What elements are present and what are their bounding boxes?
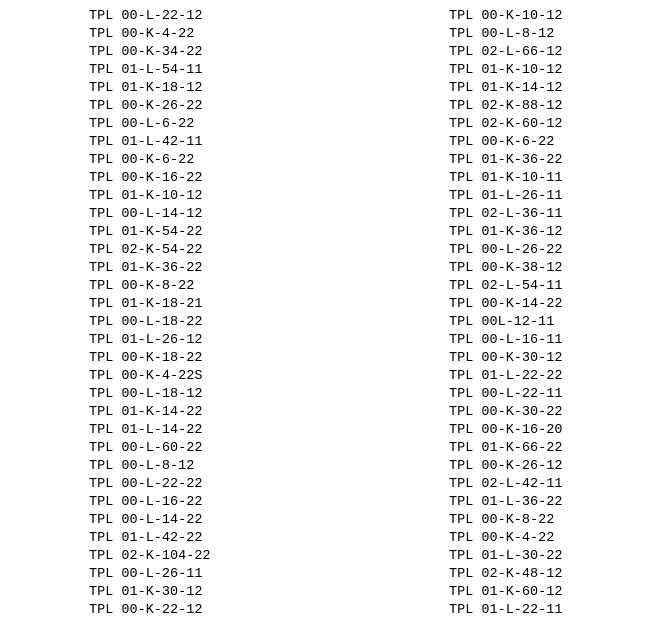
- tpl-entry: TPL 02-L-54-11: [449, 279, 563, 294]
- tpl-entry: TPL 01-K-10-11: [449, 171, 563, 186]
- tpl-entry: TPL 00-L-26-22: [449, 243, 563, 258]
- tpl-list-left-column: [89, 8, 211, 620]
- tpl-entry: TPL 01-K-36-22: [449, 153, 563, 168]
- tpl-entry: TPL 00-K-4-22: [449, 531, 555, 546]
- tpl-entry: TPL 01-K-54-22: [89, 225, 203, 240]
- tpl-entry: TPL 00-L-22-11: [449, 387, 563, 402]
- tpl-entry: TPL 00-L-8-12: [449, 27, 555, 42]
- tpl-entry: TPL 01-L-30-22: [449, 549, 563, 564]
- tpl-entry: TPL 02-K-88-12: [449, 99, 563, 114]
- tpl-entry: TPL 01-L-22-11: [449, 603, 563, 618]
- tpl-entry: TPL 01-K-60-12: [449, 585, 563, 600]
- tpl-entry: TPL 01-L-42-22: [89, 531, 203, 546]
- tpl-entry: TPL 00-K-26-22: [89, 99, 203, 114]
- tpl-entry: TPL 02-K-54-22: [89, 243, 203, 258]
- tpl-entry: TPL 01-K-36-22: [89, 261, 203, 276]
- tpl-entry: TPL 00-K-16-22: [89, 171, 203, 186]
- tpl-entry: TPL 00-L-26-11: [89, 567, 203, 582]
- tpl-entry: TPL 00-K-16-20: [449, 423, 563, 438]
- tpl-entry: TPL 01-L-14-22: [89, 423, 203, 438]
- tpl-entry: TPL 00-K-8-22: [89, 279, 195, 294]
- tpl-entry: TPL 01-L-54-11: [89, 63, 203, 78]
- tpl-entry: TPL 01-K-14-22: [89, 405, 203, 420]
- tpl-entry: TPL 02-L-66-12: [449, 45, 563, 60]
- tpl-entry: TPL 00-L-16-11: [449, 333, 563, 348]
- tpl-entry: TPL 00-L-14-22: [89, 513, 203, 528]
- tpl-entry: TPL 01-L-26-11: [449, 189, 563, 204]
- tpl-entry: TPL 02-K-48-12: [449, 567, 563, 582]
- tpl-entry: TPL 00-K-18-22: [89, 351, 203, 366]
- tpl-entry: TPL 00-K-6-22: [449, 135, 555, 150]
- tpl-entry: TPL 02-L-42-11: [449, 477, 563, 492]
- tpl-entry: TPL 01-K-30-12: [89, 585, 203, 600]
- tpl-entry: TPL 00-L-22-22: [89, 477, 203, 492]
- tpl-entry: TPL 01-L-26-12: [89, 333, 203, 348]
- tpl-entry: TPL 01-K-10-12: [89, 189, 203, 204]
- tpl-entry: TPL 00-K-4-22: [89, 27, 195, 42]
- tpl-entry: TPL 02-K-60-12: [449, 117, 563, 132]
- tpl-entry: TPL 02-L-36-11: [449, 207, 563, 222]
- tpl-entry: TPL 00-K-10-12: [449, 9, 563, 24]
- tpl-entry: TPL 00-L-14-12: [89, 207, 203, 222]
- tpl-entry: TPL 00-K-6-22: [89, 153, 195, 168]
- tpl-entry: TPL 00-L-60-22: [89, 441, 203, 456]
- tpl-entry: TPL 01-L-22-22: [449, 369, 563, 384]
- tpl-entry: TPL 01-L-36-22: [449, 495, 563, 510]
- tpl-entry: TPL 01-K-66-22: [449, 441, 563, 456]
- tpl-entry: TPL 01-K-14-12: [449, 81, 563, 96]
- tpl-entry: TPL 00-L-18-12: [89, 387, 203, 402]
- tpl-entry: TPL 01-K-10-12: [449, 63, 563, 78]
- tpl-entry: TPL 00-K-22-12: [89, 603, 203, 618]
- tpl-entry: TPL 00-L-16-22: [89, 495, 203, 510]
- tpl-entry: TPL 01-K-18-21: [89, 297, 203, 312]
- tpl-entry: TPL 02-K-104-22: [89, 549, 211, 564]
- tpl-entry: TPL 00-K-30-22: [449, 405, 563, 420]
- tpl-entry: TPL 00-L-22-12: [89, 9, 203, 24]
- tpl-entry: TPL 00-K-30-12: [449, 351, 563, 366]
- tpl-entry: TPL 00-K-4-22S: [89, 369, 203, 384]
- tpl-entry: TPL 00-K-26-12: [449, 459, 563, 474]
- tpl-entry: TPL 00-K-34-22: [89, 45, 203, 60]
- tpl-entry: TPL 01-K-36-12: [449, 225, 563, 240]
- tpl-entry: TPL 00-L-6-22: [89, 117, 195, 132]
- tpl-entry: TPL 01-L-42-11: [89, 135, 203, 150]
- tpl-entry: TPL 01-K-18-12: [89, 81, 203, 96]
- tpl-entry: TPL 00-K-8-22: [449, 513, 555, 528]
- tpl-entry: TPL 00-K-14-22: [449, 297, 563, 312]
- tpl-entry: TPL 00-L-18-22: [89, 315, 203, 330]
- tpl-entry: TPL 00-L-8-12: [89, 459, 195, 474]
- tpl-entry: TPL 00L-12-11: [449, 315, 555, 330]
- tpl-list-right-column: [449, 8, 562, 620]
- tpl-entry: TPL 00-K-38-12: [449, 261, 563, 276]
